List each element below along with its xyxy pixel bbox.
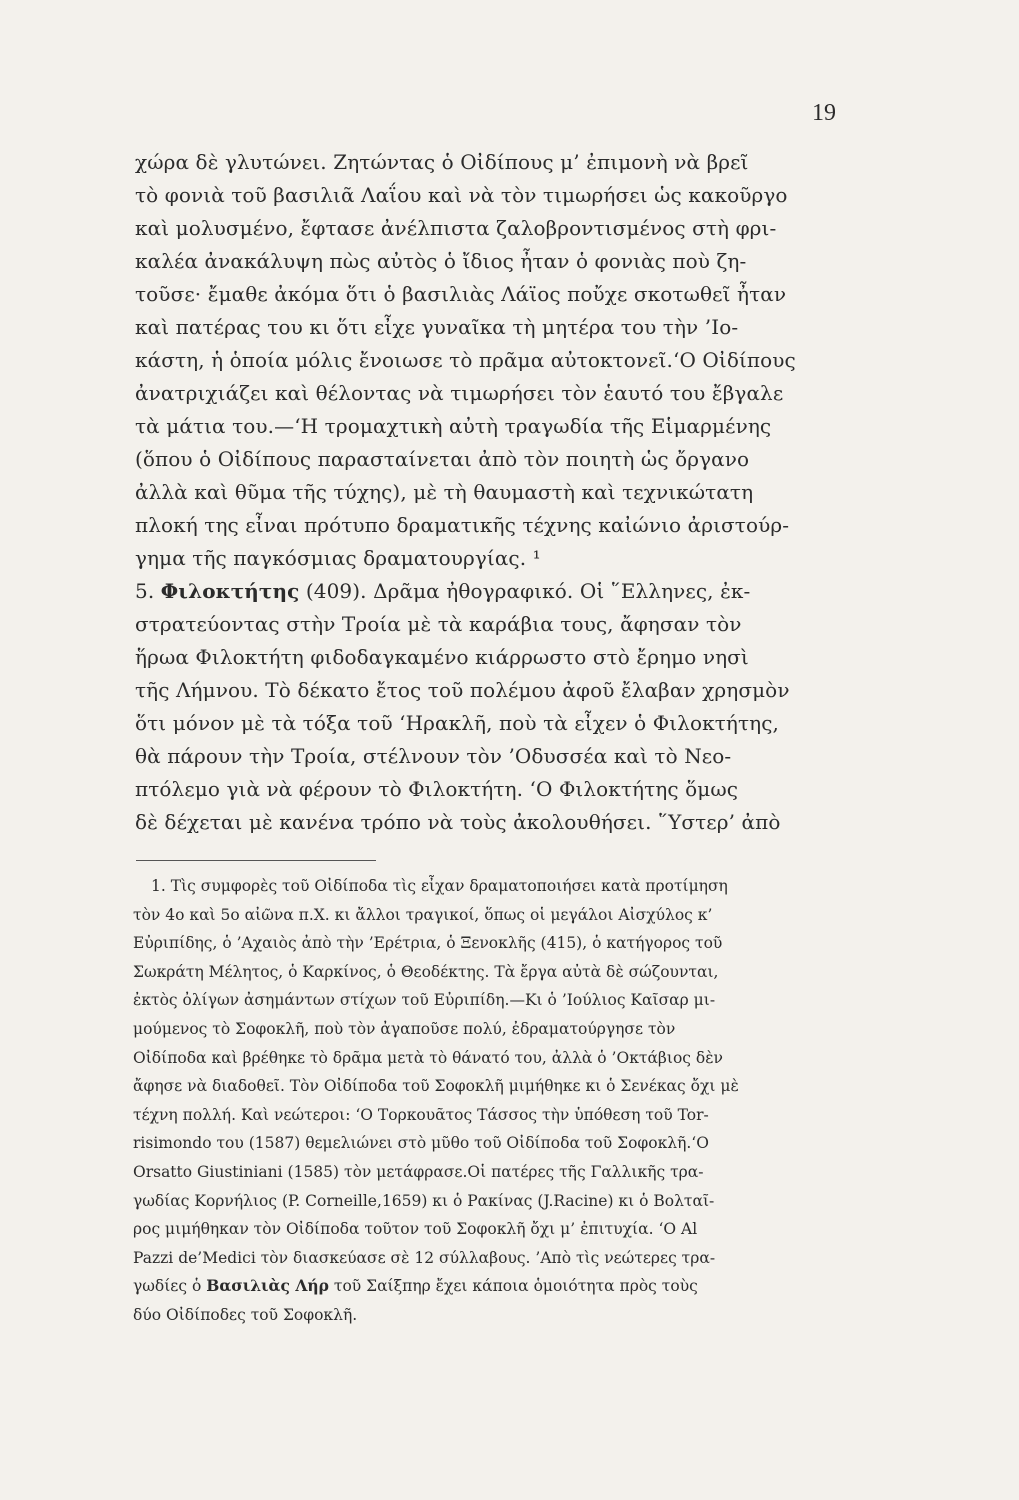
footnote-line: Σωκράτη Μέλητος, ὁ Καρκίνος, ὁ Θεοδέκτης. Τὰ ἔργα αὐτὰ δὲ σώζουνται, — [133, 962, 719, 981]
text-line: τὸ φονιὰ τοῦ βασιλιᾶ Λαΐου καὶ νὰ τὸν τιμωρήσει ὡς κακοῦργο — [135, 183, 788, 207]
footnote-line: τέχνη πολλή. Καὶ νεώτεροι: ‘Ο Τορκουᾶτος Τάσσος τὴν ὑπόθεση τοῦ Tor- — [133, 1105, 709, 1124]
footnote-text: Τὶς συμφορὲς τοῦ Οἰδίποδα τὶς εἶχαν δραματοποιήσει κατὰ προτίμηση — [170, 877, 728, 895]
text-line: καὶ πατέρας του κι ὅτι εἶχε γυναῖκα τὴ μητέρα του τὴν ’Ιο- — [135, 315, 739, 339]
footnote-line: risimondo του (1587) θεμελιώνει στὸ μῦθο τοῦ Οἰδίποδα τοῦ Σοφοκλῆ.‘Ο — [133, 1134, 709, 1153]
footnote-marker: 1. — [151, 877, 166, 895]
section-heading-line — [135, 575, 851, 608]
text-line: δὲ δέχεται μὲ κανένα τρόπο νὰ τοὺς ἀκολουθήσει. ῞Υστερ’ ἀπὸ — [135, 810, 781, 834]
text-line: τῆς Λήμνου. Τὸ δέκατο ἔτος τοῦ πολέμου ἀφοῦ ἔλαβαν χρησμὸν — [135, 678, 790, 702]
footnote-line: μούμενος τὸ Σοφοκλῆ, ποὺ τὸν ἀγαποῦσε πολύ, ἐδραματούργησε τὸν — [133, 1019, 676, 1038]
footnote-first-line — [133, 872, 853, 901]
text-line: (ὅπου ὁ Οἰδίπους παρασταίνεται ἀπὸ τὸν ποιητὴ ὡς ὄργανο — [135, 447, 750, 471]
text-line: καὶ μολυσμένο, ἔφτασε ἀνέλπιστα ζαλοβροντισμένος στὴ φρι- — [135, 216, 777, 240]
text-line: κάστη, ἡ ὁποία μόλις ἔνοιωσε τὸ πρᾶμα αὐτοκτονεῖ.‘Ο Οἰδίπους — [135, 348, 796, 372]
text-line: θὰ πάρουν τὴν Τροία, στέλνουν τὸν ’Οδυσσέα καὶ τὸ Νεο- — [135, 744, 732, 768]
footnote-line: ἄφησε νὰ διαδοθεῖ. Τὸν Οἰδίποδα τοῦ Σοφοκλῆ μιμήθηκε κι ὁ Σενέκας ὄχι μὲ — [133, 1077, 739, 1096]
footnote-line: Pazzi de’Medici τὸν διασκεύασε σὲ 12 σύλλαβους. ’Απὸ τὶς νεώτερες τρα- — [133, 1248, 716, 1267]
text-line: ἀλλὰ καὶ θῦμα τῆς τύχης), μὲ τὴ θαυμαστὴ καὶ τεχνικώτατη — [135, 480, 754, 504]
text-line: πλοκή της εἶναι πρότυπο δραματικῆς τέχνης καἰώνιο ἀριστούρ- — [135, 513, 790, 537]
footnote-line: τὸν 4ο καὶ 5ο αἰῶνα π.Χ. κι ἄλλοι τραγικοί, ὅπως οἱ μεγάλοι Αἰσχύλος κ’ — [133, 905, 713, 924]
text-line: ὅτι μόνον μὲ τὰ τόξα τοῦ ‘Ηρακλῆ, ποὺ τὰ εἶχεν ὁ Φιλοκτήτης, — [135, 711, 779, 735]
footnote-line: Orsatto Giustiniani (1585) τὸν μετάφρασε.Οἱ πατέρες τῆς Γαλλικῆς τρα- — [133, 1162, 704, 1181]
footnote-line: γωδίας Κορνήλιος (P. Corneille,1659) κι ὁ Ρακίνας (J.Racine) κι ὁ Βολταῖ- — [133, 1191, 715, 1210]
footnote-line — [133, 1272, 853, 1301]
text-line: ἥρωα Φιλοκτήτη φιδοδαγκαμένο κιάρρωστο στὸ ἔρημο νησὶ — [135, 645, 749, 669]
section-title: Φιλοκτήτης — [160, 579, 300, 603]
footnote-divider — [136, 860, 376, 861]
footnote-text: τοῦ Σαίξπηρ ἔχει κάποια ὁμοιότητα πρὸς τοὺς — [333, 1277, 698, 1296]
text-line: χώρα δὲ γλυτώνει. Ζητώντας ὁ Οἰδίπους μ’ ἐπιμονὴ νὰ βρεῖ — [135, 150, 749, 174]
page-number: 19 — [812, 100, 836, 126]
text-line: πτόλεμο γιὰ νὰ φέρουν τὸ Φιλοκτήτη. ‘Ο Φιλοκτήτης ὅμως — [135, 777, 739, 801]
footnote-text: γωδίες ὁ — [133, 1277, 202, 1296]
footnote-line: ἐκτὸς ὀλίγων ἀσημάντων στίχων τοῦ Εὐριπίδη.—Κι ὁ ’Ιούλιος Καῖσαρ μι- — [133, 991, 716, 1010]
section-intro: (409). Δρᾶμα ἠθογραφικό. Οἱ ῞Ελληνες, ἐκ- — [305, 579, 751, 603]
text-line: ἀνατριχιάζει καὶ θέλοντας νὰ τιμωρήσει τὸν ἑαυτό του ἔβγαλε — [135, 381, 784, 405]
text-line: στρατεύοντας στὴν Τροία μὲ τὰ καράβια τους, ἄφησαν τὸν — [135, 612, 742, 636]
footnote-line: ρος μιμήθηκαν τὸν Οἰδίποδα τοῦτον τοῦ Σοφοκλῆ ὄχι μ’ ἐπιτυχία. ‘Ο Al — [133, 1220, 698, 1239]
work-title: Βασιλιὰς Λήρ — [206, 1276, 329, 1296]
footnote-line: δύο Οἰδίποδες τοῦ Σοφοκλῆ. — [133, 1305, 358, 1324]
footnotes — [133, 872, 853, 1330]
main-text — [135, 146, 851, 839]
text-line: τὰ μάτια του.—‘Η τρομαχτικὴ αὐτὴ τραγωδία τῆς Εἱμαρμένης — [135, 414, 772, 438]
footnote-line: Οἰδίποδα καὶ βρέθηκε τὸ δρᾶμα μετὰ τὸ θάνατό του, ἀλλὰ ὁ ’Οκτάβιος δὲν — [133, 1048, 723, 1067]
text-line: τοῦσε· ἔμαθε ἀκόμα ὅτι ὁ βασιλιὰς Λάϊος ποὔχε σκοτωθεῖ ἦταν — [135, 282, 787, 306]
section-number: 5. — [135, 579, 155, 603]
text-line: γημα τῆς παγκόσμιας δραματουργίας. ¹ — [135, 546, 541, 570]
footnote-line: Εὐριπίδης, ὁ ’Αχαιὸς ἀπὸ τὴν ’Ερέτρια, ὁ Ξενοκλῆς (415), ὁ κατήγορος τοῦ — [133, 934, 723, 953]
text-line: καλέα ἀνακάλυψη πὼς αὐτὸς ὁ ἴδιος ἦταν ὁ φονιὰς ποὺ ζη- — [135, 249, 747, 273]
